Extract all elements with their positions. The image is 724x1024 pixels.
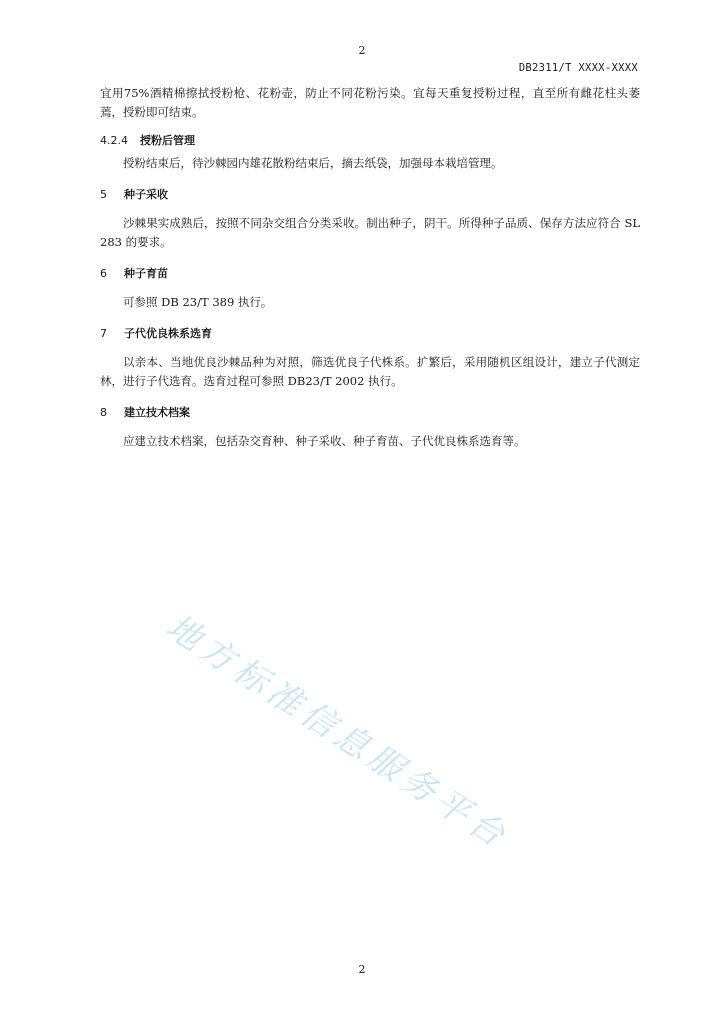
section-heading-5 <box>100 185 640 204</box>
section-paragraph: 沙棘果实成熟后，按照不同杂交组合分类采收。制出种子，阴干。所得种子品质、保存方法应符合 SL 283 的要求。 <box>100 216 640 249</box>
section-title: 授粉后管理 <box>140 134 195 147</box>
section-title: 建立技术档案 <box>124 406 190 419</box>
section-number: 8 <box>100 406 107 419</box>
section-title: 子代优良株系选育 <box>124 327 212 340</box>
section-number: 7 <box>100 327 107 340</box>
section-paragraph: 可参照 DB 23/T 389 执行。 <box>123 295 273 309</box>
document-code: DB2311/T XXXX-XXXX <box>518 62 638 74</box>
section-number: 6 <box>100 267 107 280</box>
section-heading-7 <box>100 324 640 343</box>
page-number-top: 2 <box>358 44 366 57</box>
section-paragraph: 以亲本、当地优良沙棘品种为对照，筛选优良子代株系。扩繁后，采用随机区组设计，建立子代测定林，进行子代选育。选育过程可参照 DB23/T 2002 执行。 <box>100 355 640 388</box>
section-title: 种子采收 <box>124 188 168 201</box>
section-heading-4-2-4 <box>100 131 640 150</box>
section-paragraph: 授粉结束后，待沙棘园内雄花散粉结束后，摘去纸袋，加强母本栽培管理。 <box>123 156 503 170</box>
section-heading-6 <box>100 264 640 283</box>
page-number-bottom: 2 <box>358 963 366 976</box>
section-heading-8 <box>100 403 640 422</box>
section-number: 4.2.4 <box>100 134 128 147</box>
section-paragraph: 应建立技术档案，包括杂交育种、种子采收、种子育苗、子代优良株系选育等。 <box>123 434 526 448</box>
watermark: 地方标准信息服务平台 <box>158 606 517 859</box>
document-body <box>100 84 640 451</box>
section-title: 种子育苗 <box>124 267 168 280</box>
section-number: 5 <box>100 188 107 201</box>
paragraph-continued: 宜用75%酒精棉擦拭授粉枪、花粉壶，防止不同花粉污染。宜每天重复授粉过程，直至所有雌花柱头萎蔫，授粉即可结束。 <box>100 86 640 119</box>
